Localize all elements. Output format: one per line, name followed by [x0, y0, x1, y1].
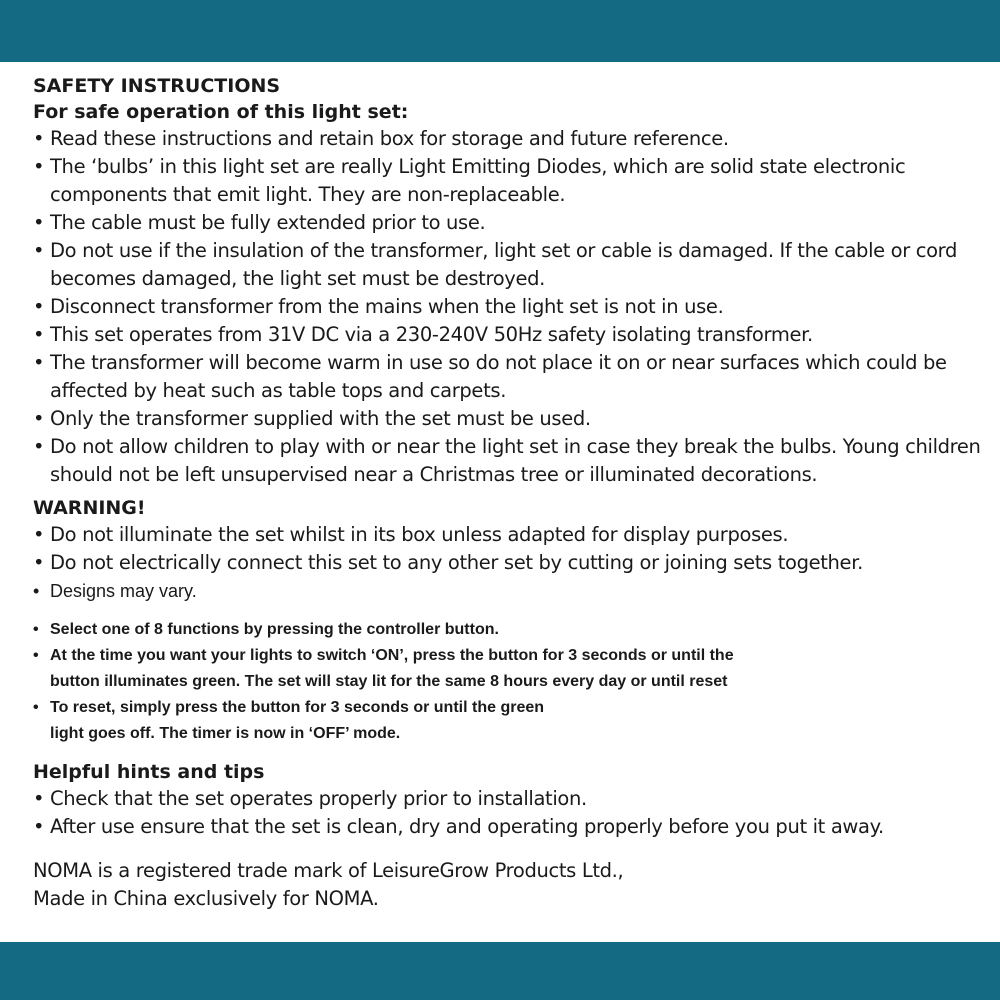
list-item: • Do not electrically connect this set to any other set by cutting or joining sets together.	[33, 549, 988, 577]
list-item: • The ‘bulbs’ in this light set are really Light Emitting Diodes, which are solid state electronic components that emit light. They are non-replaceable.	[33, 153, 988, 209]
safety-subtitle: For safe operation of this light set:	[33, 101, 409, 123]
list-item: • Do not use if the insulation of the transformer, light set or cable is damaged. If the cable or cord becomes damaged, the light set must be destroyed.	[33, 237, 988, 293]
list-item: • Do not allow children to play with or near the light set in case they break the bulbs. Young children should not be left unsupervised near a Christmas tree or illuminated decorations.	[33, 433, 988, 489]
warning-title: WARNING!	[33, 497, 146, 519]
warning-list	[33, 521, 988, 577]
controller-list	[33, 617, 988, 747]
hints-title: Helpful hints and tips	[33, 761, 265, 783]
list-item: • Do not illuminate the set whilst in its box unless adapted for display purposes.	[33, 521, 988, 549]
warning-list-note	[33, 577, 988, 605]
list-item: • Check that the set operates properly prior to installation.	[33, 785, 988, 813]
safety-title: SAFETY INSTRUCTIONS	[33, 75, 281, 97]
list-item	[33, 617, 988, 643]
list-item	[33, 643, 988, 695]
trademark-notice	[33, 857, 988, 913]
list-item-line: button illuminates green. The set will stay lit for the same 8 hours every day or until reset	[50, 673, 728, 690]
list-item: • Only the transformer supplied with the set must be used.	[33, 405, 988, 433]
list-item: • Read these instructions and retain box for storage and future reference.	[33, 125, 988, 153]
list-item: • The cable must be fully extended prior to use.	[33, 209, 988, 237]
list-item-line: light goes off. The timer is now in ‘OFF’ mode.	[50, 725, 401, 742]
safety-list	[33, 125, 988, 489]
list-item-line: At the time you want your lights to switch ‘ON’, press the button for 3 seconds or until the	[50, 647, 734, 664]
list-item: • Designs may vary.	[33, 577, 988, 605]
list-item: • This set operates from 31V DC via a 230-240V 50Hz safety isolating transformer.	[33, 321, 988, 349]
list-item	[33, 695, 988, 747]
top-band	[0, 0, 1000, 62]
hints-section	[33, 759, 988, 841]
list-item-line: Select one of 8 functions by pressing the controller button.	[50, 621, 499, 638]
bottom-band	[0, 942, 1000, 1000]
list-item: • The transformer will become warm in use so do not place it on or near surfaces which could be affected by heat such as table tops and carpets.	[33, 349, 988, 405]
instructions-document	[33, 73, 988, 913]
hints-list	[33, 785, 988, 841]
safety-section	[33, 73, 988, 489]
trademark-line: NOMA is a registered trade mark of LeisureGrow Products Ltd.,	[33, 859, 624, 882]
list-item-line: To reset, simply press the button for 3 seconds or until the green	[50, 699, 545, 716]
origin-line: Made in China exclusively for NOMA.	[33, 887, 379, 910]
warning-section	[33, 495, 988, 605]
list-item: • Disconnect transformer from the mains when the light set is not in use.	[33, 293, 988, 321]
list-item: • After use ensure that the set is clean, dry and operating properly before you put it away.	[33, 813, 988, 841]
